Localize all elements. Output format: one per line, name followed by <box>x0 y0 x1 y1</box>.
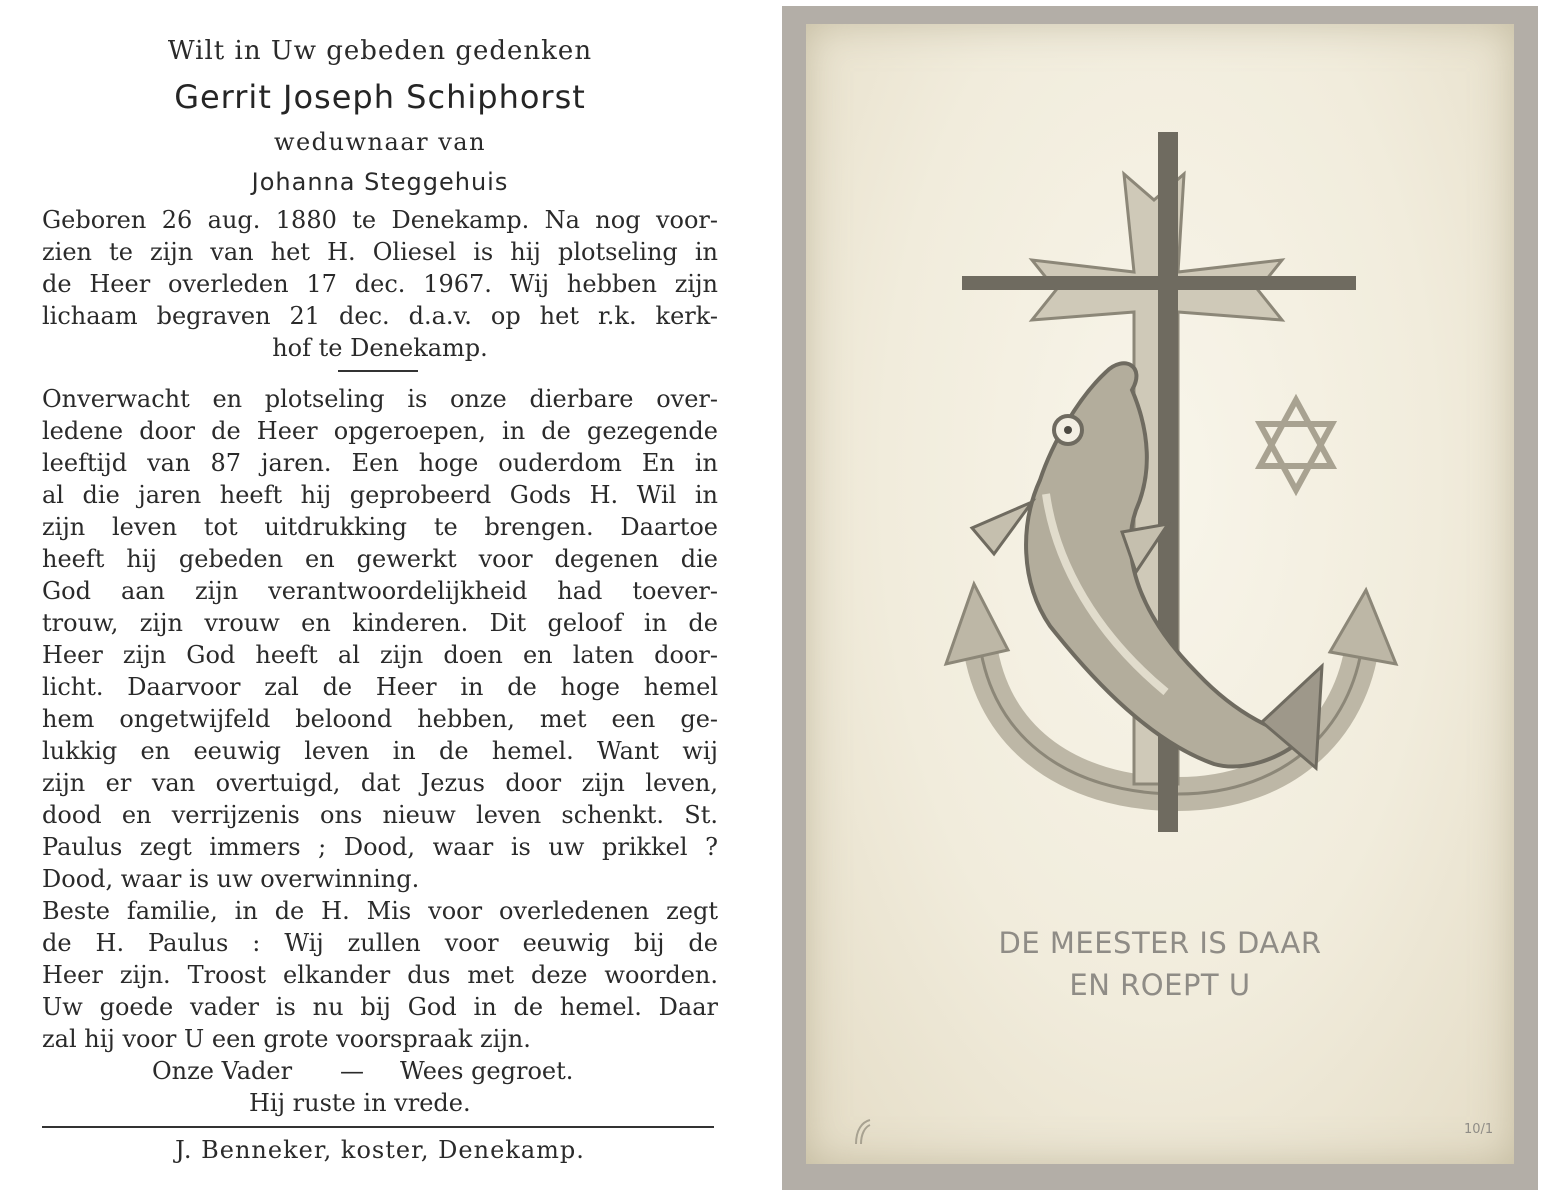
eulogy-paragraph <box>42 383 718 1055</box>
eulogy-line: Heer zijn God heeft al zijn doen en laten door- <box>42 641 718 669</box>
eulogy-line: Paulus zegt immers ; Dood, waar is uw prikkel ? <box>42 833 718 861</box>
bio-line: Geboren 26 aug. 1880 te Denekamp. Na nog voor- <box>42 206 718 234</box>
eulogy-line: dood en verrijzenis ons nieuw leven schenkt. St. <box>42 801 718 829</box>
caption-line-2: EN ROEPT U <box>1069 968 1251 1002</box>
cross-anchor-fish-emblem <box>806 24 1514 904</box>
eulogy-line: Uw goede vader is nu bij God in de hemel. Daar <box>42 993 718 1021</box>
eulogy-line: Dood, waar is uw overwinning. <box>42 865 420 893</box>
eulogy-line: God aan zijn verantwoordelijkheid had toever- <box>42 577 718 605</box>
star-triangle-up <box>1260 400 1332 466</box>
eulogy-line: Beste familie, in de H. Mis voor overledenen zegt <box>42 897 718 925</box>
printer-credit: J. Benneker, koster, Denekamp. <box>175 1136 585 1164</box>
rest-in-peace: Hij ruste in vrede. <box>249 1089 471 1117</box>
image-panel <box>806 24 1514 1164</box>
text-card <box>0 0 760 1200</box>
eulogy-line: Heer zijn. Troost elkander dus met deze woorden. <box>42 961 718 989</box>
card-code: 10/1 <box>1464 1122 1494 1137</box>
fish-fin-left <box>972 502 1032 554</box>
eulogy-line: ledene door de Heer opgeroepen, in de gezegende <box>42 417 718 445</box>
bio-line: hof te Denekamp. <box>272 334 488 362</box>
spouse-name: Johanna Steggehuis <box>251 168 509 196</box>
eulogy-line: al die jaren heeft hij geprobeerd Gods H. Wil in <box>42 481 718 509</box>
eulogy-line: zal hij voor U een grote voorspraak zijn. <box>42 1025 531 1053</box>
eulogy-line: trouw, zijn vrouw en kinderen. Dit geloof in de <box>42 609 718 637</box>
anchor-fluke-right <box>1330 590 1396 664</box>
star-triangle-down <box>1260 424 1332 490</box>
caption-line-1: DE MEESTER IS DAAR <box>998 926 1322 960</box>
eulogy-line: hem ongetwijfeld beloond hebben, met een ge- <box>42 705 718 733</box>
eulogy-line: leeftijd van 87 jaren. Een hoge ouderdom En in <box>42 449 718 477</box>
publisher-mark-icon <box>852 1116 874 1148</box>
intro-line: Wilt in Uw gebeden gedenken <box>167 36 593 66</box>
widower-of-line: weduwnaar van <box>273 128 487 156</box>
prayer-our-father: Onze Vader <box>152 1057 293 1085</box>
eulogy-line: zijn er van overtuigd, dat Jezus door zijn leven, <box>42 769 718 797</box>
eulogy-line: zijn leven tot uitdrukking te brengen. Daartoe <box>42 513 718 541</box>
eulogy-line: Onverwacht en plotseling is onze dierbare over- <box>42 385 718 413</box>
biography-paragraph <box>42 204 718 364</box>
eulogy-line: lukkig en eeuwig leven in de hemel. Want wij <box>42 737 718 765</box>
bio-line: zien te zijn van het H. Oliesel is hij plotseling in <box>42 238 718 266</box>
prayers-block <box>0 1055 760 1119</box>
cross-bar-horizontal <box>962 276 1356 290</box>
rest-row <box>0 1087 760 1119</box>
card-caption <box>806 922 1514 1006</box>
image-card <box>782 6 1538 1190</box>
bio-line: lichaam begraven 21 dec. d.a.v. op het r.k. kerk- <box>42 302 718 330</box>
bio-line: de Heer overleden 17 dec. 1967. Wij hebben zijn <box>42 270 718 298</box>
eulogy-line: licht. Daarvoor zal de Heer in de hoge hemel <box>42 673 718 701</box>
eulogy-line: de H. Paulus : Wij zullen voor eeuwig bij de <box>42 929 718 957</box>
short-divider <box>338 370 418 372</box>
prayer-dash: — <box>340 1057 364 1085</box>
eulogy-line: heeft hij gebeden en gewerkt voor degenen die <box>42 545 718 573</box>
deceased-name: Gerrit Joseph Schiphorst <box>174 78 586 116</box>
prayer-row <box>0 1055 760 1087</box>
prayer-hail-mary: Wees gegroet. <box>400 1057 574 1085</box>
anchor-fluke-left <box>946 584 1008 664</box>
long-divider <box>42 1126 714 1128</box>
